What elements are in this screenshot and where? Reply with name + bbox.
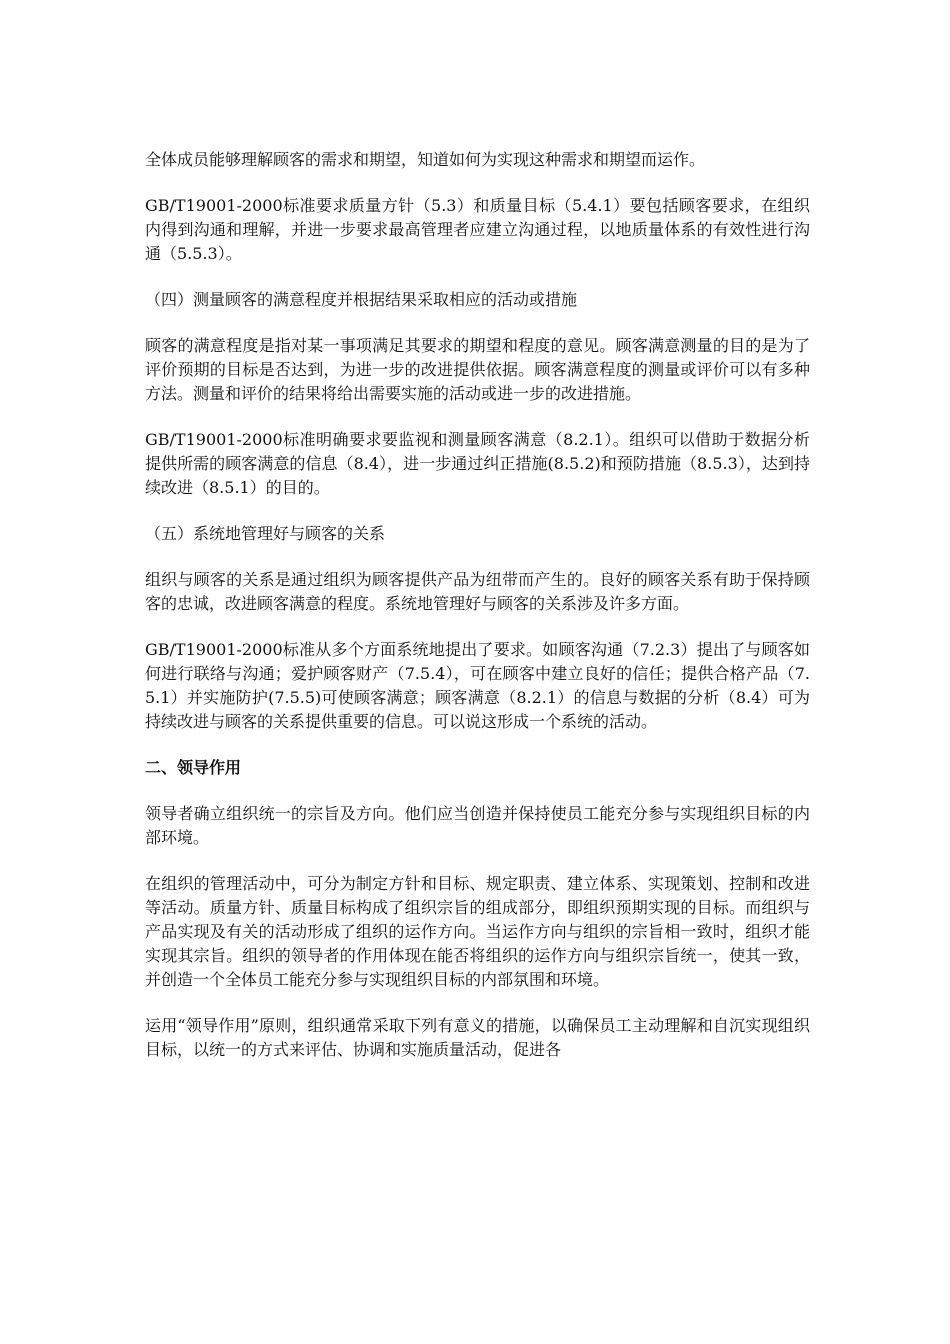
paragraph-leadership-definition: 领导者确立组织统一的宗旨及方向。他们应当创造并保持使员工能充分参与实现组织目标的内部环境。 [145, 804, 810, 847]
paragraph-customer-needs: 全体成员能够理解顾客的需求和期望，知道如何为实现这种需求和期望而运作。 [145, 150, 706, 169]
subheading-manage-relationship: （五）系统地管理好与顾客的关系 [145, 524, 386, 543]
paragraph-standard-monitoring: GB/T19001-2000标准明确要求要监视和测量顾客满意（8.2.1）。组织可以借助于数据分析提供所需的顾客满意的信息（8.4），进一步通过纠正措施(8.5.2)和预防措施（8.5.3），达到持续改进（8.5.1）的目的。 [145, 430, 810, 497]
section-heading-leadership: 二、领导作用 [145, 758, 242, 777]
paragraph-satisfaction-definition: 顾客的满意程度是指对某一事项满足其要求的期望和程度的意见。顾客满意测量的目的是为了评价预期的目标是否达到，为进一步的改进提供依据。顾客满意程度的测量或评价可以有多种方法。测量和评价的结果将给出需要实施的活动或进一步的改进措施。 [145, 336, 810, 403]
paragraph-relationship: 组织与顾客的关系是通过组织为顾客提供产品为纽带而产生的。良好的顾客关系有助于保持顾客的忠诚，改进顾客满意的程度。系统地管理好与顾客的关系涉及许多方面。 [145, 570, 810, 613]
paragraph-standard-policy: GB/T19001-2000标准要求质量方针（5.3）和质量目标（5.4.1）要包括顾客要求，在组织内得到沟通和理解，并进一步要求最高管理者应建立沟通过程，以地质量体系的有效性进行沟通（5.5.3）。 [145, 196, 810, 263]
paragraph-standard-requirements: GB/T19001-2000标准从多个方面系统地提出了要求。如顾客沟通（7.2.3）提出了与顾客如何进行联络与沟通；爱护顾客财产（7.5.4），可在顾客中建立良好的信任；提供合格产品（7.5.1）并实施防护(7.5.5)可使顾客满意；顾客满意（8.2.1）的信息与数据的分析（8.4）可为持续改进与顾客的关系提供重要的信息。可以说这形成一个系统的活动。 [145, 640, 810, 731]
subheading-measure-satisfaction: （四）测量顾客的满意程度并根据结果采取相应的活动或措施 [145, 290, 578, 309]
paragraph-management-activities: 在组织的管理活动中，可分为制定方针和目标、规定职责、建立体系、实现策划、控制和改进等活动。质量方针、质量目标构成了组织宗旨的组成部分，即组织预期实现的目标。而组织与产品实现及有关的活动形成了组织的运作方向。当运作方向与组织的宗旨相一致时，组织才能实现其宗旨。组织的领导者的作用体现在能否将组织的运作方向与组织宗旨统一，使其一致，并创造一个全体员工能充分参与实现组织目标的内部氛围和环境。 [145, 874, 810, 989]
document-page [145, 148, 810, 1084]
paragraph-leadership-principle: 运用“领导作用”原则，组织通常采取下列有意义的措施，以确保员工主动理解和自沉实现组织目标，以统一的方式来评估、协调和实施质量活动，促进各 [145, 1016, 810, 1059]
